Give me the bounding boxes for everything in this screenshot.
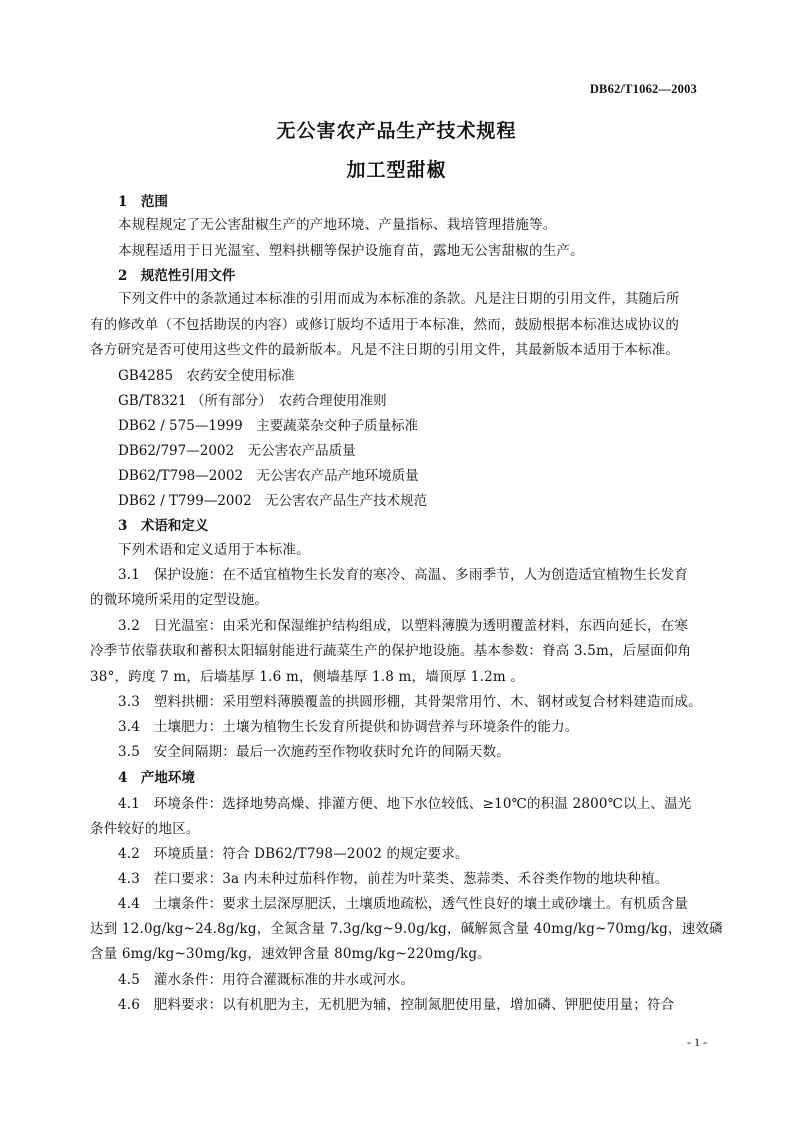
clause-line: 4.6 肥料要求：以有机肥为主，无机肥为辅，控制氮肥使用量，增加磷、钾肥使用量；符合 bbox=[118, 997, 675, 1013]
paragraph: 本规程适用于日光温室、塑料拱棚等保护设施育苗，露地无公害甜椒的生产。 bbox=[118, 243, 584, 259]
paragraph: 本规程规定了无公害甜椒生产的产地环境、产量指标、栽培管理措施等。 bbox=[118, 217, 557, 233]
definition-line: 3.2 日光温室：由采光和保湿维护结构组成，以塑料薄膜为透明覆盖材料，东西向延长，在寒 bbox=[118, 618, 689, 634]
page-number: - 1 - bbox=[687, 1035, 707, 1049]
definition-line: 3.5 安全间隔期：最后一次施药至作物收获时允许的间隔天数。 bbox=[118, 744, 510, 760]
paragraph-line: 各方研究是否可使用这些文件的最新版本。凡是不注日期的引用文件，其最新版本适用于本标准。 bbox=[90, 342, 680, 358]
section-4-heading: 4 产地环境 bbox=[118, 770, 195, 786]
clause-line: 达到 12.0g/kg~24.8g/kg，全氮含量 7.3g/kg~9.0g/kg，碱解氮含量 40mg/kg~70mg/kg，速效磷 bbox=[90, 921, 723, 937]
clause-line: 条件较好的地区。 bbox=[90, 821, 200, 837]
reference-item: DB62/T798—2002 无公害农产品产地环境质量 bbox=[118, 468, 419, 484]
definition-line: 3.3 塑料拱棚：采用塑料薄膜覆盖的拱圆形棚，其骨架常用竹、木、钢材或复合材料建造而成。 bbox=[118, 694, 702, 710]
clause-line: 4.3 茬口要求：3a 内未种过茄科作物，前茬为叶菜类、葱蒜类、禾谷类作物的地块种植。 bbox=[118, 871, 669, 887]
paragraph-line: 下列文件中的条款通过本标准的引用而成为本标准的条款。凡是注日期的引用文件，其随后所 bbox=[118, 291, 680, 307]
definition-line: 的微环境所采用的定型设施。 bbox=[90, 592, 269, 608]
clause-line: 含量 6mg/kg~30mg/kg，速效钾含量 80mg/kg~220mg/kg。 bbox=[90, 946, 491, 962]
clause-line: 4.5 灌水条件：用符合灌溉标准的井水或河水。 bbox=[118, 972, 415, 988]
paragraph-line: 有的修改单（不包括勘误的内容）或修订版均不适用于本标准，然而，鼓励根据本标准达成协议的 bbox=[90, 317, 680, 333]
clause-line: 4.1 环境条件：选择地势高燥、排灌方便、地下水位较低、≥10℃的积温 2800℃以上、温光 bbox=[118, 796, 692, 812]
clause-line: 4.4 土壤条件：要求土层深厚肥沃，土壤质地疏松，透气性良好的壤土或砂壤土。有机质含量 bbox=[118, 896, 689, 912]
paragraph: 下列术语和定义适用于本标准。 bbox=[118, 542, 310, 558]
clause-line: 4.2 环境质量：符合 DB62/T798—2002 的规定要求。 bbox=[118, 846, 469, 862]
definition-line: 冷季节依靠获取和蓄积太阳辐射能进行蔬菜生产的保护地设施。基本参数：脊高 3.5m，后屋面仰角 bbox=[90, 643, 692, 659]
section-1-heading: 1 范围 bbox=[118, 194, 168, 210]
section-3-heading: 3 术语和定义 bbox=[118, 518, 209, 534]
reference-item: DB62/797—2002 无公害农产品质量 bbox=[118, 443, 356, 459]
definition-line: 38°，跨度 7 m，后墙基厚 1.6 m，侧墙基厚 1.8 m，墙顶厚 1.2m 。 bbox=[90, 669, 525, 685]
reference-item: GB/T8321 （所有部分） 农药合理使用准则 bbox=[118, 393, 387, 409]
document-subtitle: 加工型甜椒 bbox=[346, 159, 447, 181]
definition-line: 3.1 保护设施：在不适宜植物生长发育的寒冷、高温、多雨季节，人为创造适宜植物生长发育 bbox=[118, 567, 689, 583]
reference-item: DB62 / 575—1999 主要蔬菜杂交种子质量标准 bbox=[118, 418, 419, 434]
standard-code: DB62/T1062—2003 bbox=[589, 82, 697, 96]
section-2-heading: 2 规范性引用文件 bbox=[118, 268, 236, 284]
document-title: 无公害农产品生产技术规程 bbox=[276, 120, 517, 142]
reference-item: DB62 / T799—2002 无公害农产品生产技术规范 bbox=[118, 493, 428, 509]
definition-line: 3.4 土壤肥力：土壤为植物生长发育所提供和协调营养与环境条件的能力。 bbox=[118, 719, 579, 735]
reference-item: GB4285 农药安全使用标准 bbox=[118, 368, 295, 384]
